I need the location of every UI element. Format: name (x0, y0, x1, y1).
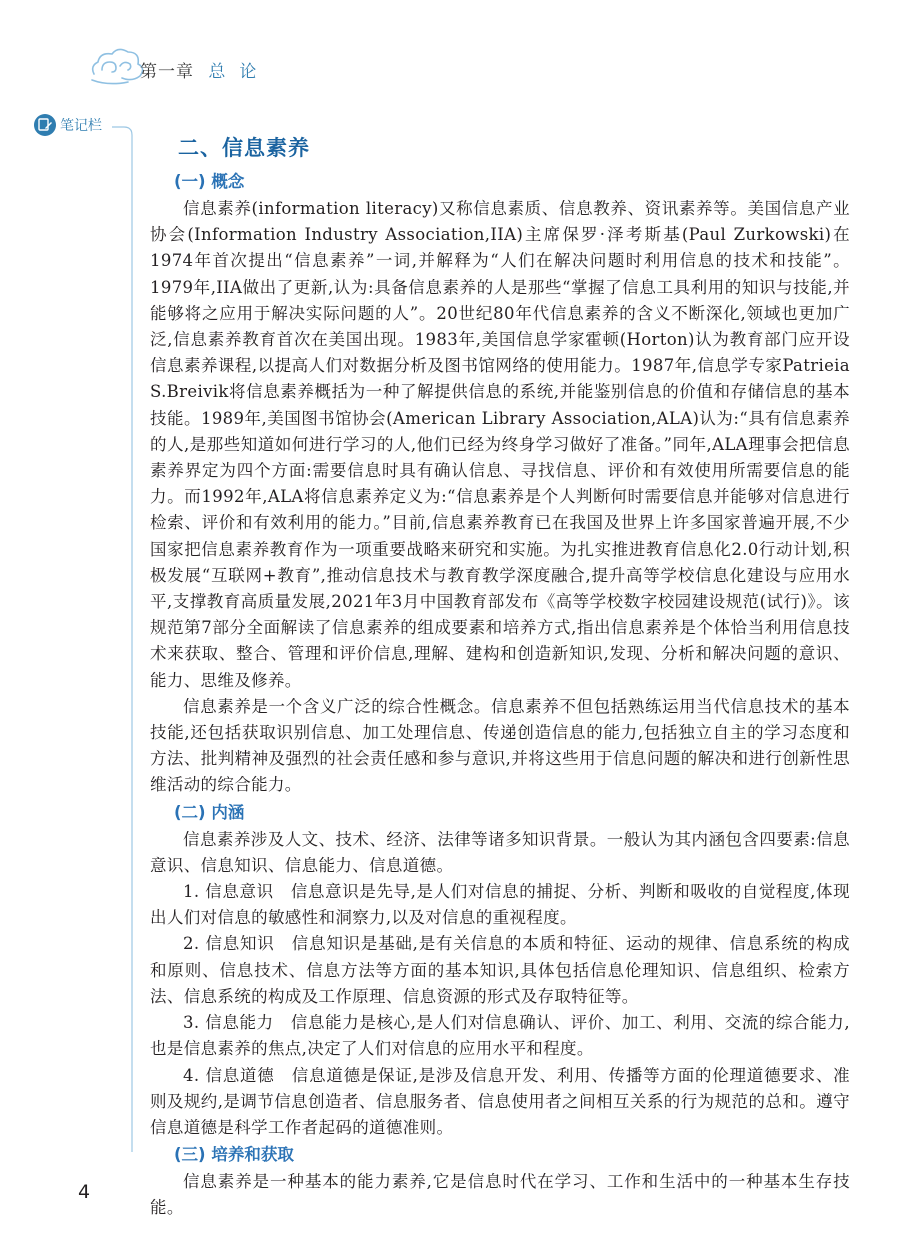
subsection-heading: (一) 概念 (174, 172, 245, 191)
paragraph: 2. 信息知识 信息知识是基础,是有关信息的本质和特征、运动的规律、信息系统的构成和原则、信息技术、信息方法等方面的基本知识,具体包括信息伦理知识、信息组织、检索方法、信息系统的构成及工作原理、信息资源的形式及存取特征等。 (150, 934, 850, 1006)
paragraph: 信息素养是一个含义广泛的综合性概念。信息素养不但包括熟练运用当代信息技术的基本技能,还包括获取识别信息、加工处理信息、传递创造信息的能力,包括独立自主的学习态度和方法、批判精神及强烈的社会责任感和参与意识,并将这些用于信息问题的解决和进行创新性思维活动的综合能力。 (150, 696, 850, 795)
paragraph: 信息素养是一种基本的能力素养,它是信息时代在学习、工作和生活中的一种基本生存技能。 (150, 1172, 850, 1218)
chapter-number: 第一章 (140, 62, 194, 82)
paragraph: 4. 信息道德 信息道德是保证,是涉及信息开发、利用、传播等方面的伦理道德要求、准则及规约,是调节信息创造者、信息服务者、信息使用者之间相互关系的行为规范的总和。遵守信息道德是科学工作者起码的道德准则。 (150, 1065, 850, 1137)
chapter-heading (140, 57, 270, 82)
subsection-heading: (三) 培养和获取 (174, 1145, 294, 1165)
paragraph: 信息素养涉及人文、技术、经济、法律等诸多知识背景。一般认为其内涵包含四要素:信息意识、信息知识、信息能力、信息道德。 (150, 829, 850, 875)
notes-column-label: 笔记栏 (60, 118, 102, 134)
section-body (150, 168, 850, 1222)
paragraph: 信息素养(information literacy)又称信息素质、信息教养、资讯素养等。美国信息产业协会(Information Industry Association,IIA)主席保罗·泽考斯基(Paul Zurkowski)在1974年首次提出“信息素养”一词,并解释为“人们在解决问题时利用信息的技术和技能”。1979年,IIA做出了更新,认为:具备信息素养的人是那些“掌握了信息工具利用的知识与技能,并能够将之应用于解决实际问题的人”。20世纪80年代信息素养的含义不断深化,领域也更加广泛,信息素养教育首次在美国出现。1983年,美国信息学家霍顿(Horton)认为教育部门应开设信息素养课程,以提高人们对数据分析及图书馆网络的使用能力。1987年,信息学专家Patrieia S.Breivik将信息素养概括为一种了解提供信息的系统,并能鉴别信息的价值和存储信息的基本技能。1989年,美国图书馆协会(American Library Association,ALA)认为:“具有信息素养的人,是那些知道如何进行学习的人,他们已经为终身学习做好了准备。”同年,ALA理事会把信息素养界定为四个方面:需要信息时具有确认信息、寻找信息、评价和有效使用所需要信息的能力。而1992年,ALA将信息素养定义为:“信息素养是个人判断何时需要信息并能够对信息进行检索、评价和有效利用的能力。”目前,信息素养教育已在我国及世界上许多国家普遍开展,不少国家把信息素养教育作为一项重要战略来研究和实施。为扎实推进教育信息化2.0行动计划,积极发展“互联网+教育”,推动信息技术与教育教学深度融合,提升高等学校信息化建设与应用水平,支撑教育高质量发展,2021年3月中国教育部发布《高等学校数字校园建设规范(试行)》。该规范第7部分全面解读了信息素养的组成要素和培养方式,指出信息素养是个体恰当利用信息技术来获取、整合、管理和评价信息,理解、建构和创造新知识,发现、分析和解决问题的意识、能力、思维及修养。 (150, 199, 850, 690)
paragraph: 1. 信息意识 信息意识是先导,是人们对信息的捕捉、分析、判断和吸收的自觉程度,体现出人们对信息的敏感性和洞察力,以及对信息的重视程度。 (150, 882, 850, 928)
cloud-ornament-icon (88, 44, 148, 88)
section-title: 二、信息素养 (178, 136, 310, 160)
pencil-note-icon (34, 114, 56, 136)
subsection-heading: (二) 内涵 (174, 802, 245, 822)
notes-column-badge (34, 114, 144, 140)
page-number: 4 (78, 1181, 91, 1203)
paragraph: 3. 信息能力 信息能力是核心,是人们对信息确认、评价、加工、利用、交流的综合能力,也是信息素养的焦点,决定了人们对信息的应用水平和程度。 (150, 1013, 850, 1059)
chapter-title: 总论 (208, 62, 271, 82)
